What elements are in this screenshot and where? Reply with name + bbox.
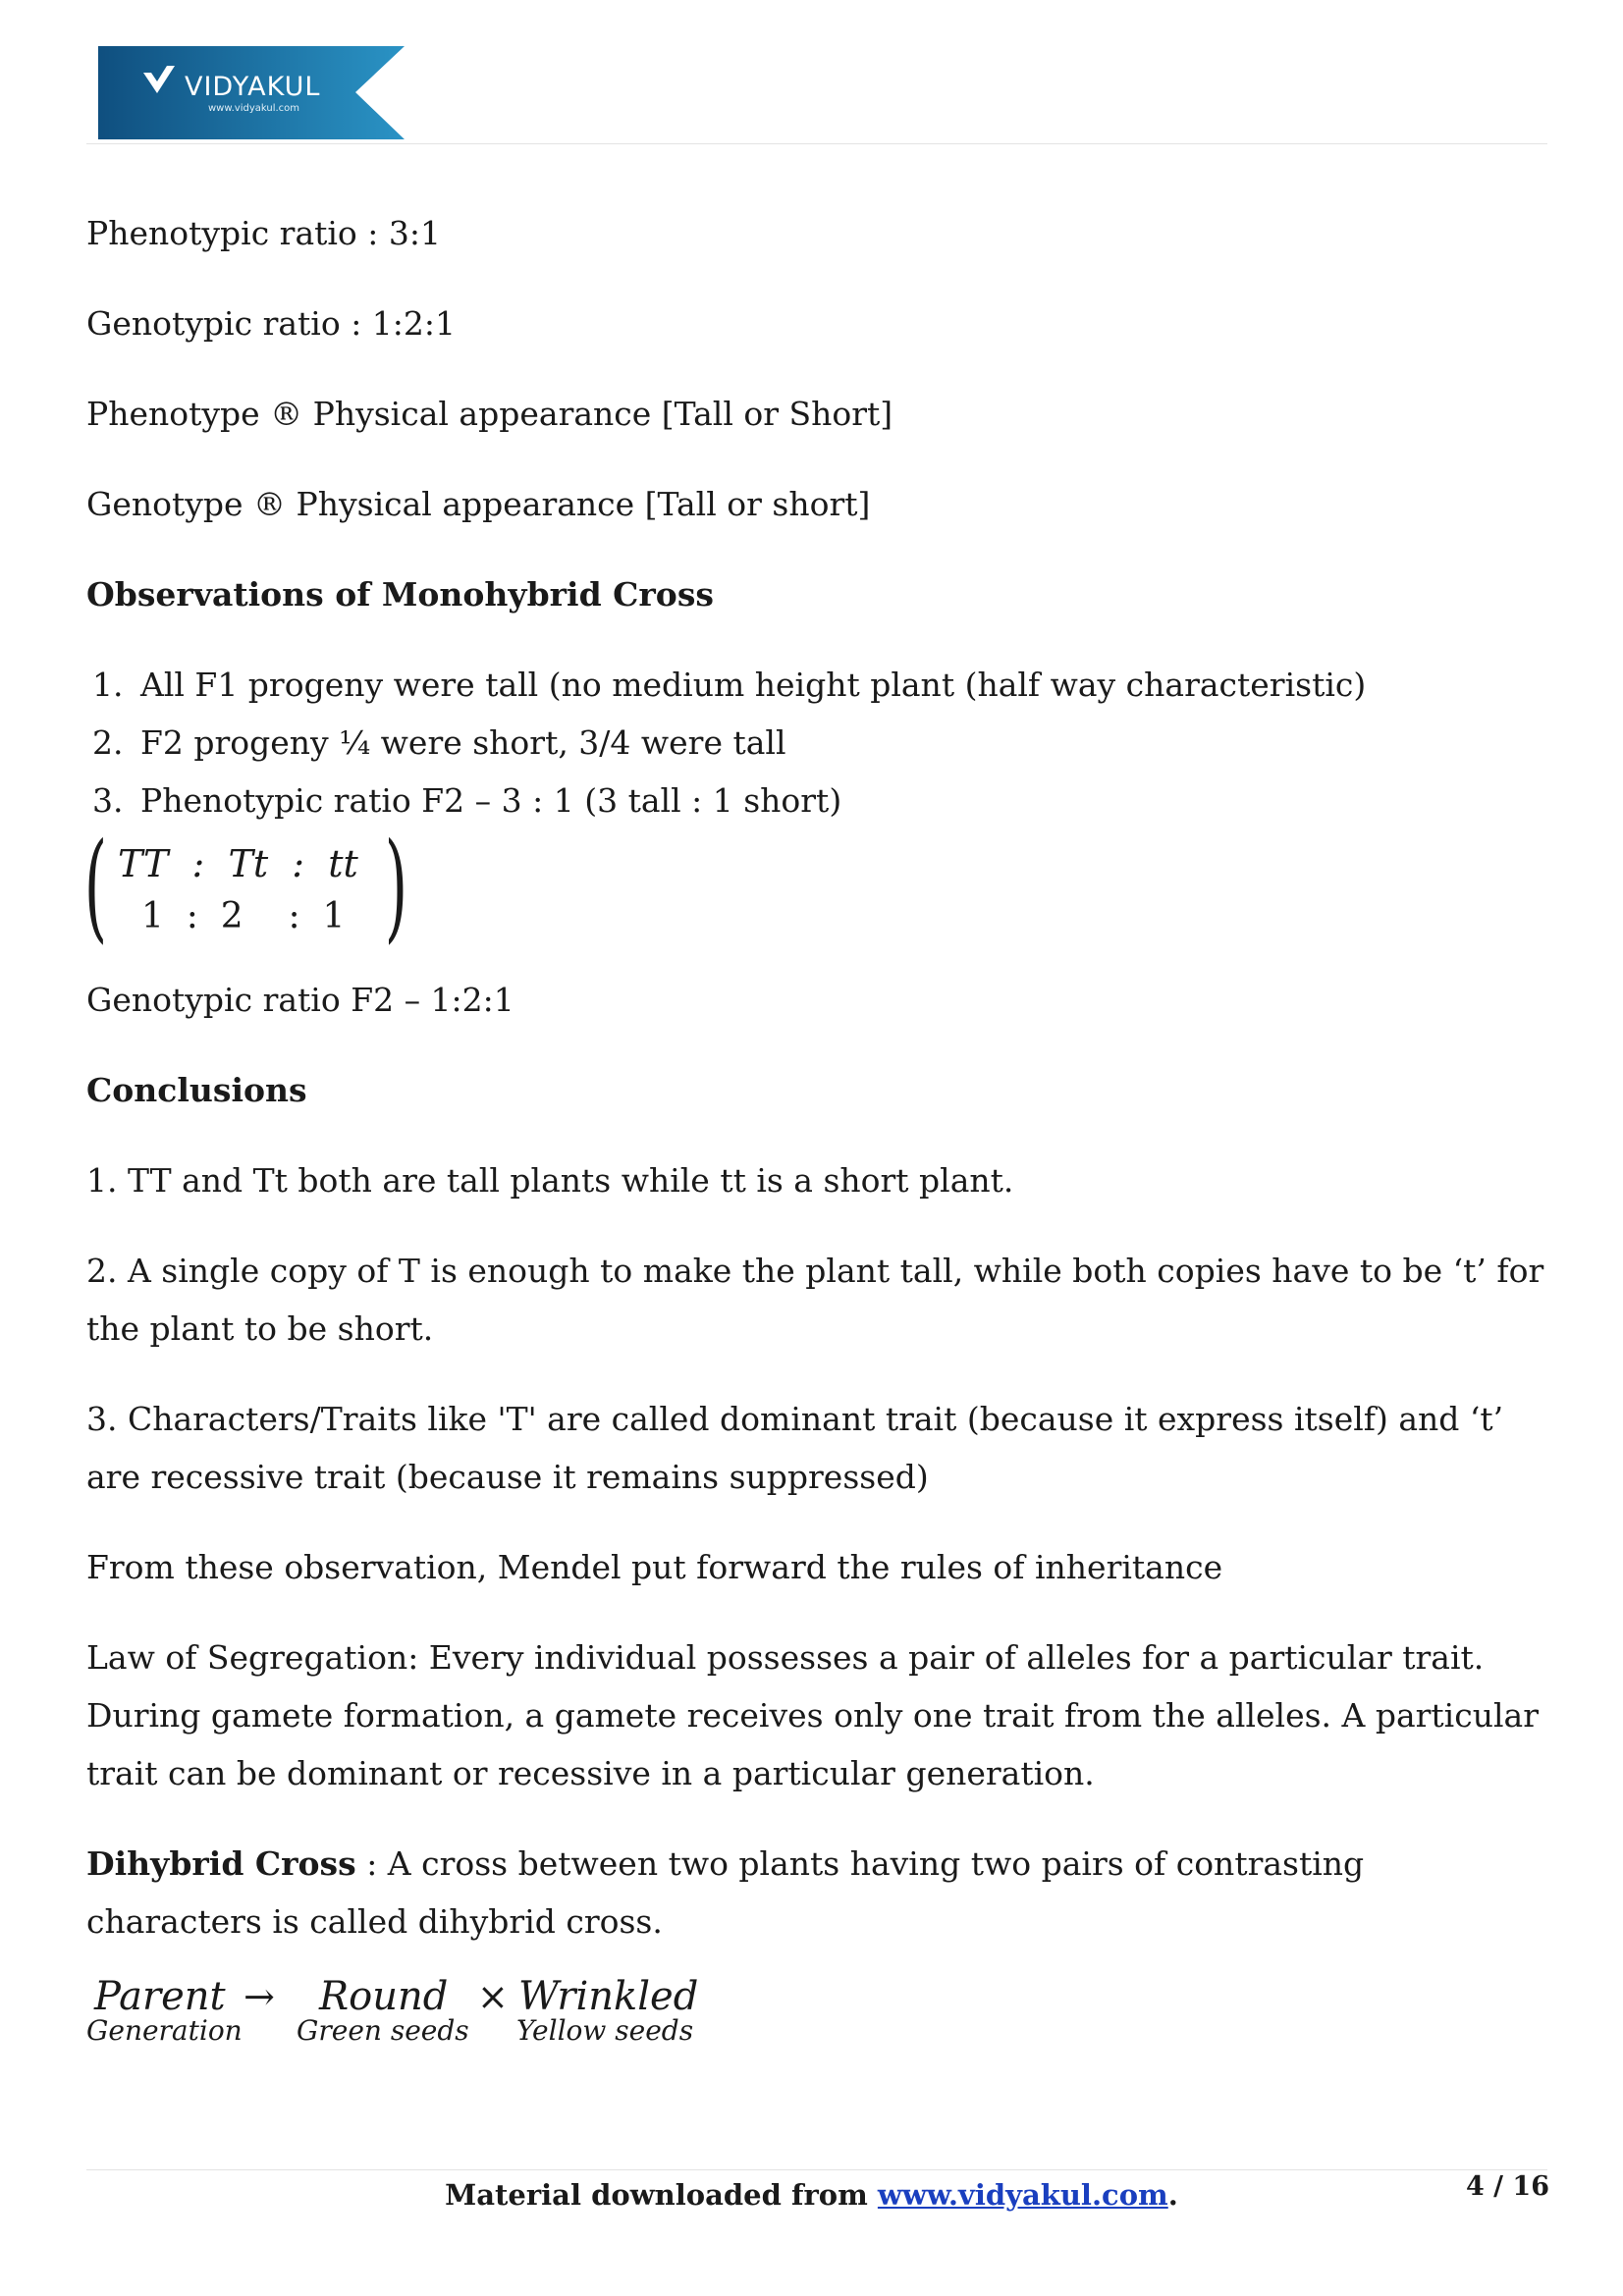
- footer-divider: [86, 2169, 1547, 2170]
- formula-wrinkled: Wrinkled: [518, 1974, 699, 2019]
- matrix-row-ratios: 1 : 2 : 1: [141, 896, 346, 936]
- list-item-text: All F1 progeny were tall (no medium height plant (half way characteristic): [140, 666, 1367, 704]
- formula-wrinkled-sub: Yellow seeds: [516, 2014, 694, 2047]
- genotypic-ratio-f2: Genotypic ratio F2 – 1:2:1: [86, 981, 514, 1019]
- conclusion-1: 1. TT and Tt both are tall plants while tt is a short plant.: [86, 1161, 1014, 1200]
- main-content: [83, 204, 1549, 2062]
- right-parenthesis: ): [384, 819, 408, 955]
- formula-round-sub: Green seeds: [297, 2014, 469, 2047]
- footer-suffix: .: [1167, 2178, 1178, 2212]
- formula-arrow: →: [243, 1975, 275, 2018]
- matrix-row-genotypes: TT : Tt : tt: [118, 842, 358, 885]
- logo-url: www.vidyakul.com: [208, 103, 300, 114]
- list-number: 1.: [92, 666, 124, 704]
- list-item: [86, 656, 1549, 714]
- left-parenthesis: (: [83, 819, 108, 955]
- conclusion-3: 3. Characters/Traits like 'T' are called dominant trait (because it express itself) and ‘t’ are recessive trait (because it remains suppressed): [86, 1400, 1504, 1496]
- formula-times: ×: [477, 1975, 509, 2018]
- footer: [0, 2175, 1623, 2215]
- header-divider: [86, 143, 1547, 144]
- formula-parent-sub: Generation: [86, 2014, 243, 2047]
- observations-list: [86, 656, 1549, 829]
- list-item: [86, 714, 1549, 772]
- footer-link[interactable]: www.vidyakul.com: [877, 2178, 1168, 2212]
- genotype-ratio-matrix: [83, 819, 1549, 955]
- genotypic-ratio-text: Genotypic ratio : 1:2:1: [86, 304, 457, 343]
- mendel-rules-intro: From these observation, Mendel put forward the rules of inheritance: [86, 1548, 1223, 1586]
- page-number: 4 / 16: [1465, 2171, 1549, 2202]
- observations-heading: Observations of Monohybrid Cross: [86, 575, 714, 614]
- footer-prefix: Material downloaded from: [445, 2178, 878, 2212]
- list-item-text: Phenotypic ratio F2 – 3 : 1 (3 tall : 1 short): [140, 781, 842, 820]
- formula-parent: Parent: [94, 1974, 226, 2019]
- list-number: 2.: [92, 723, 124, 762]
- dihybrid-definition-text: : A cross between two plants having two pairs of contrasting characters is called dihybrid cross.: [86, 1844, 1365, 1941]
- phenotype-definition: Phenotype ® Physical appearance [Tall or Short]: [86, 395, 893, 433]
- vidyakul-logo: [98, 46, 405, 139]
- conclusions-heading: Conclusions: [86, 1071, 307, 1109]
- logo-text: VIDYAKUL: [185, 72, 321, 102]
- conclusion-2: 2. A single copy of T is enough to make the plant tall, while both copies have to be ‘t’ for the plant to be short.: [86, 1252, 1544, 1348]
- dihybrid-formula: [86, 1972, 1549, 2062]
- list-item: [86, 772, 1549, 829]
- phenotypic-ratio-text: Phenotypic ratio : 3:1: [86, 214, 442, 252]
- dihybrid-term: Dihybrid Cross: [86, 1844, 356, 1883]
- law-of-segregation: Law of Segregation: Every individual possesses a pair of alleles for a particular trait. During gamete formation, a gamete receives only one trait from the alleles. A particular trait can be dominant or recessive in a particular generation.: [86, 1638, 1539, 1792]
- list-item-text: F2 progeny ¼ were short, 3/4 were tall: [140, 723, 786, 762]
- list-number: 3.: [92, 781, 124, 820]
- formula-round: Round: [319, 1974, 449, 2019]
- genotype-definition: Genotype ® Physical appearance [Tall or short]: [86, 485, 871, 523]
- dihybrid-cross-definition: [86, 1835, 1549, 1950]
